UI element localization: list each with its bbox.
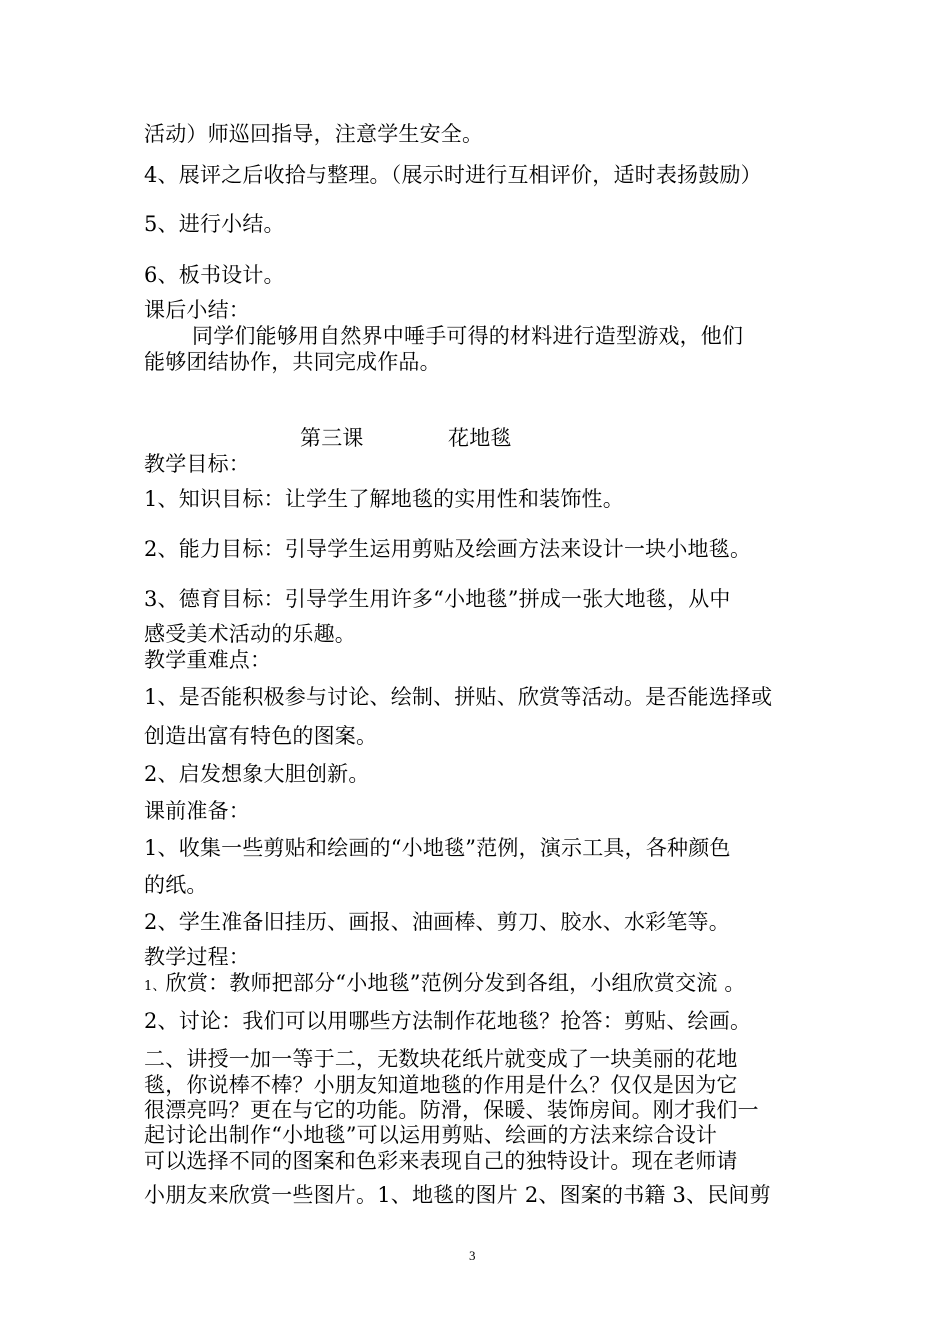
text-line: 2、学生准备旧挂历、画报、油画棒、剪刀、胶水、水彩笔等。 — [144, 910, 730, 934]
text-line: 起讨论出制作“小地毯”可以运用剪贴、绘画的方法来综合设计 — [144, 1123, 718, 1147]
text-line: 能够团结协作，共同完成作品。 — [144, 350, 441, 374]
text-line: 很漂亮吗？更在与它的功能。防滑，保暖、装饰房间。刚才我们一 — [144, 1098, 759, 1122]
text-line: 可以选择不同的图案和色彩来表现自己的独特设计。现在老师请 — [144, 1149, 738, 1173]
text-line: 3、德育目标：引导学生用许多“小地毯”拼成一张大地毯，从中 — [144, 587, 731, 611]
text-line: 活动）师巡回指导，注意学生安全。 — [144, 122, 484, 146]
section-heading: 课后小结： — [144, 298, 250, 322]
text-line: 小朋友来欣赏一些图片。1、地毯的图片 2、图案的书籍 3、民间剪 — [144, 1183, 771, 1207]
section-heading: 教学目标： — [144, 452, 250, 476]
text-line: 同学们能够用自然界中唾手可得的材料进行造型游戏，他们 — [192, 324, 744, 348]
step-text: 欣赏：教师把部分“小地毯”范例分发到各组，小组欣赏交流 。 — [165, 971, 746, 995]
text-line: 毯，你说棒不棒？小朋友知道地毯的作用是什么？仅仅是因为它 — [144, 1073, 738, 1097]
lesson-name: 花地毯 — [448, 426, 512, 450]
text-line — [144, 970, 746, 1000]
text-line: 5、进行小结。 — [144, 212, 285, 236]
section-heading: 教学重难点： — [144, 648, 272, 672]
text-line: 4、展评之后收拾与整理。（展示时进行互相评价，适时表扬鼓励） — [144, 163, 762, 187]
text-line: 感受美术活动的乐趣。 — [144, 622, 356, 646]
text-line: 二、讲授一加一等于二，无数块花纸片就变成了一块美丽的花地 — [144, 1047, 738, 1071]
page-number: 3 — [469, 1248, 476, 1263]
text-line: 创造出富有特色的图案。 — [144, 724, 378, 748]
text-line: 1、知识目标：让学生了解地毯的实用性和装饰性。 — [144, 487, 624, 511]
text-line: 2、能力目标：引导学生运用剪贴及绘画方法来设计一块小地毯。 — [144, 537, 752, 561]
lesson-title: 第三课 — [300, 426, 364, 450]
section-heading: 课前准备： — [144, 799, 250, 823]
text-line: 6、板书设计。 — [144, 263, 285, 287]
text-line: 2、讨论：我们可以用哪些方法制作花地毯？抢答：剪贴、绘画。 — [144, 1009, 752, 1033]
text-line: 的纸。 — [144, 873, 208, 897]
text-line: 2、启发想象大胆创新。 — [144, 762, 370, 786]
step-number: 1、 — [144, 979, 166, 994]
text-line: 1、收集一些剪贴和绘画的“小地毯”范例，演示工具，各种颜色 — [144, 836, 731, 860]
text-line: 1、是否能积极参与讨论、绘制、拼贴、欣赏等活动。是否能选择或 — [144, 685, 773, 709]
section-heading: 教学过程： — [144, 945, 250, 969]
